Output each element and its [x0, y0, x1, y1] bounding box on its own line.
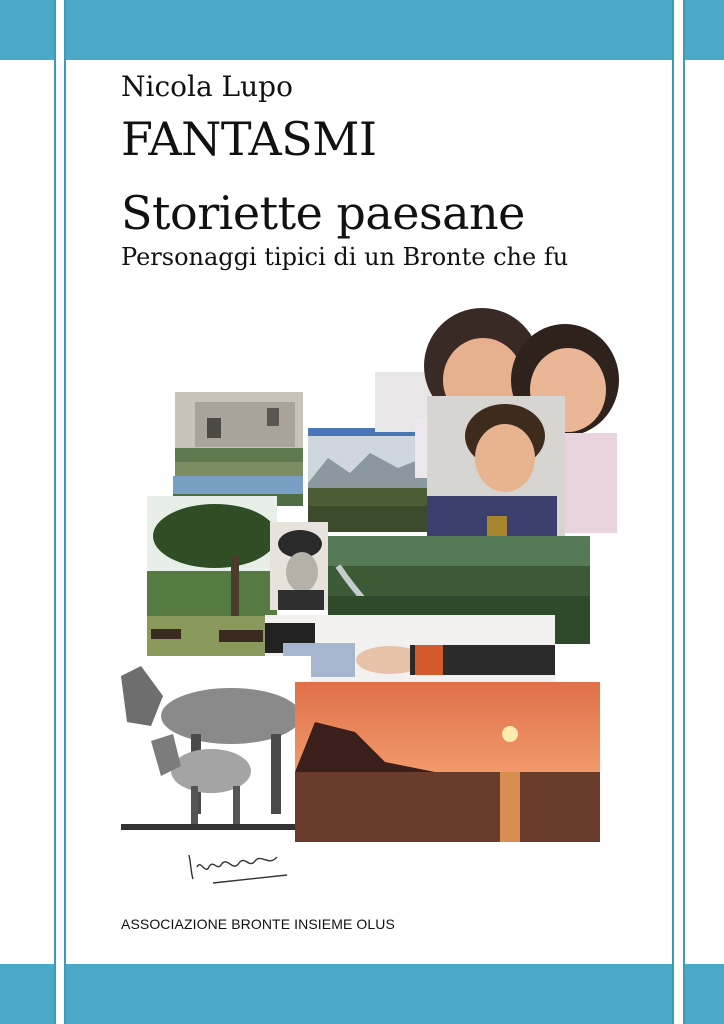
portrait-man-photo — [270, 522, 328, 610]
right-rule-inner — [672, 0, 674, 1024]
signature — [183, 845, 293, 887]
top-center-band — [66, 0, 672, 60]
left-rule-outer — [54, 0, 56, 1024]
bottom-center-band — [66, 964, 672, 1024]
book-title: FANTASMI — [121, 112, 377, 166]
book-subtitle: Storiette paesane — [121, 186, 525, 240]
sunset-sea-photo — [295, 682, 600, 842]
bottom-left-band — [0, 964, 54, 1024]
building-photo — [175, 392, 303, 484]
cover-collage — [115, 300, 635, 890]
author-name: Nicola Lupo — [121, 70, 293, 103]
top-left-band — [0, 0, 54, 60]
left-rule-inner — [64, 0, 66, 1024]
right-rule-outer — [683, 0, 685, 1024]
book-tagline: Personaggi tipici di un Bronte che fu — [121, 243, 569, 271]
bottom-right-band — [685, 964, 724, 1024]
donkeys-drawing — [121, 656, 311, 836]
top-right-band — [685, 0, 724, 60]
publisher-name: ASSOCIAZIONE BRONTE INSIEME OLUS — [121, 916, 395, 932]
